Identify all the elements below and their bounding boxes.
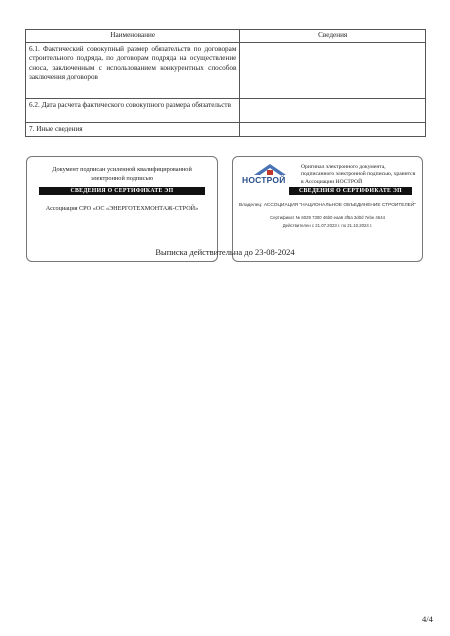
row-name: 6.1. Фактический совокупный размер обязательств по договорам строительного подряда, по договорам подряда на осуществление сноса, заключенным с использованием конкурентных способов заключения договоров: [26, 43, 240, 99]
logo-text: НОСТРОЙ: [242, 175, 286, 185]
table-row: [26, 99, 426, 123]
table-row: [26, 123, 426, 137]
row-name: 6.2. Дата расчета фактического совокупного размера обязательств: [26, 99, 240, 123]
table-header-row: [26, 30, 426, 43]
table-row: [26, 43, 426, 99]
signature-note: Оригинал электронного документа, подписанного электронной подписью, хранится в Ассоциации НОСТРОЙ: [301, 164, 416, 185]
certificate-validity: Действителен с 21.07.2023 г. по 21.10.2024 г.: [282, 223, 373, 228]
column-header-name: Наименование: [26, 30, 240, 43]
signature-owner: Ассоциация СРО «ОС «ЭНЕРГОТЕХМОНТАЖ-СТРОЙ»: [45, 205, 199, 212]
building-icon: [252, 163, 288, 175]
row-name: 7. Иные сведения: [26, 123, 240, 137]
row-value: [240, 123, 426, 137]
row-value: [240, 43, 426, 99]
signature-note: Документ подписан усиленной квалифицированной электронной подписью: [52, 166, 192, 182]
nostroy-logo: [242, 163, 298, 187]
page-number: 4/4: [422, 614, 433, 624]
column-header-value: Сведения: [240, 30, 426, 43]
certificate-number: Сертификат № 6029 7300 46b0 eaa6 4f5a 3d0d 7ebe 4644: [270, 215, 385, 220]
signature-owner: Владелец: АССОЦИАЦИЯ "НАЦИОНАЛЬНОЕ ОБЪЕДИНЕНИЕ СТРОИТЕЛЕЙ": [238, 203, 417, 208]
info-table: [25, 29, 426, 137]
certificate-info-bar: СВЕДЕНИЯ О СЕРТИФИКАТЕ ЭП: [39, 187, 205, 195]
row-value: [240, 99, 426, 123]
certificate-info-bar: СВЕДЕНИЯ О СЕРТИФИКАТЕ ЭП: [289, 187, 412, 195]
extract-validity-text: Выписка действительна до 23-08-2024: [155, 247, 295, 257]
